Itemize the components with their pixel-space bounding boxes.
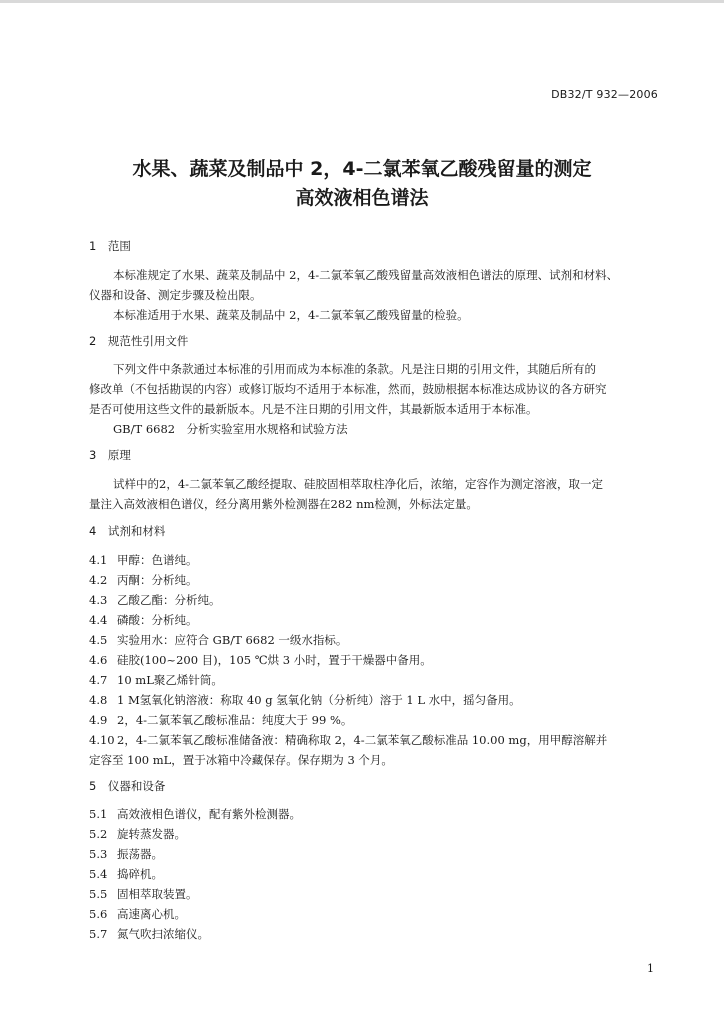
list-item [89,906,186,922]
page-number: 1 [647,962,654,975]
section-5-heading: 5 仪器和设备 [89,779,166,793]
item-number: 4.6 [89,653,108,667]
section-2-paragraph: 下列文件中条款通过本标准的引用而成为本标准的条款。凡是注日期的引用文件，其随后所有的 [113,362,596,376]
item-text: 旋转蒸发器。 [117,827,186,841]
list-item [89,926,209,942]
page-subtitle: 高效液相色谱法 [295,187,429,209]
item-text: 乙酸乙酯：分析纯。 [117,593,221,607]
item-number: 5.7 [89,927,108,941]
normative-reference: GB/T 6682 分析实验室用水规格和试验方法 [113,422,348,436]
item-text: 甲醇：色谱纯。 [117,553,198,567]
item-number: 4.2 [89,573,108,587]
list-item [89,612,198,628]
section-3-heading: 3 原理 [89,448,131,462]
page-title: 水果、蔬菜及制品中 2，4-二氯苯氧乙酸残留量的测定 [132,158,592,180]
item-text: 2，4-二氯苯氧乙酸标准储备液：精确称取 2，4-二氯苯氧乙酸标准品 10.00 mg，用甲醇溶解并 [117,733,608,747]
list-item [89,826,186,842]
item-text: 高速离心机。 [117,907,186,921]
list-item [89,672,223,688]
item-number: 4.1 [89,553,108,567]
list-item [89,632,347,648]
item-text: 1 M氢氧化钠溶液：称取 40 g 氢氧化钠（分析纯）溶于 1 L 水中，摇匀备用。 [117,693,521,707]
list-item [89,846,163,862]
list-item [89,806,301,822]
item-text: 磷酸：分析纯。 [117,613,198,627]
item-number: 5.1 [89,807,108,821]
list-item [89,732,607,748]
section-2-paragraph-cont: 修改单（不包括勘误的内容）或修订版均不适用于本标准，然而，鼓励根据本标准达成协议的各方研究 [89,382,607,396]
list-item [89,552,198,568]
list-item [89,866,163,882]
section-1-paragraph-2: 本标准适用于水果、蔬菜及制品中 2，4-二氯苯氧乙酸残留量的检验。 [113,308,469,322]
item-text: 丙酮：分析纯。 [117,573,198,587]
list-item [89,712,352,728]
item-number: 4.3 [89,593,108,607]
section-2-heading: 2 规范性引用文件 [89,334,189,348]
item-text: 固相萃取装置。 [117,887,198,901]
item-text: 捣碎机。 [117,867,163,881]
scan-edge [0,0,724,3]
item-number: 5.3 [89,847,108,861]
item-number: 4.10 [89,733,115,747]
item-text: 氮气吹扫浓缩仪。 [117,927,209,941]
section-1-heading: 1 范围 [89,239,131,253]
section-1-paragraph-cont: 仪器和设备、测定步骤及检出限。 [89,288,262,302]
item-text: 2，4-二氯苯氧乙酸标准品：纯度大于 99 %。 [117,713,353,727]
standard-number: DB32/T 932—2006 [551,88,658,101]
list-item [89,692,521,708]
item-text: 高效液相色谱仪，配有紫外检测器。 [117,807,301,821]
item-number: 4.5 [89,633,108,647]
item-number: 5.6 [89,907,108,921]
item-number: 4.4 [89,613,108,627]
section-3-paragraph: 试样中的2，4-二氯苯氧乙酸经提取、硅胶固相萃取柱净化后，浓缩，定容作为测定溶液，取一定 [113,477,604,491]
section-2-paragraph-cont-2: 是否可使用这些文件的最新版本。凡是不注日期的引用文件，其最新版本适用于本标准。 [89,402,538,416]
item-number: 4.8 [89,693,108,707]
item-text: 10 mL聚乙烯针筒。 [117,673,223,687]
section-1-paragraph: 本标准规定了水果、蔬菜及制品中 2，4-二氯苯氧乙酸残留量高效液相色谱法的原理、试剂和材料、 [113,268,619,282]
item-text: 振荡器。 [117,847,163,861]
list-item [89,886,198,902]
item-text: 实验用水：应符合 GB/T 6682 一级水指标。 [117,633,348,647]
list-item [89,592,221,608]
list-item [89,652,432,668]
item-number: 5.5 [89,887,108,901]
item-number: 4.7 [89,673,108,687]
list-item-cont: 定容至 100 mL，置于冰箱中冷藏保存。保存期为 3 个月。 [89,753,393,767]
item-number: 5.2 [89,827,108,841]
section-3-paragraph-cont: 量注入高效液相色谱仪，经分离用紫外检测器在282 nm检测，外标法定量。 [89,497,478,511]
list-item [89,572,198,588]
item-number: 5.4 [89,867,108,881]
item-number: 4.9 [89,713,108,727]
section-4-heading: 4 试剂和材料 [89,524,166,538]
item-text: 硅胶(100~200 目)，105 ℃烘 3 小时，置于干燥器中备用。 [117,653,432,667]
